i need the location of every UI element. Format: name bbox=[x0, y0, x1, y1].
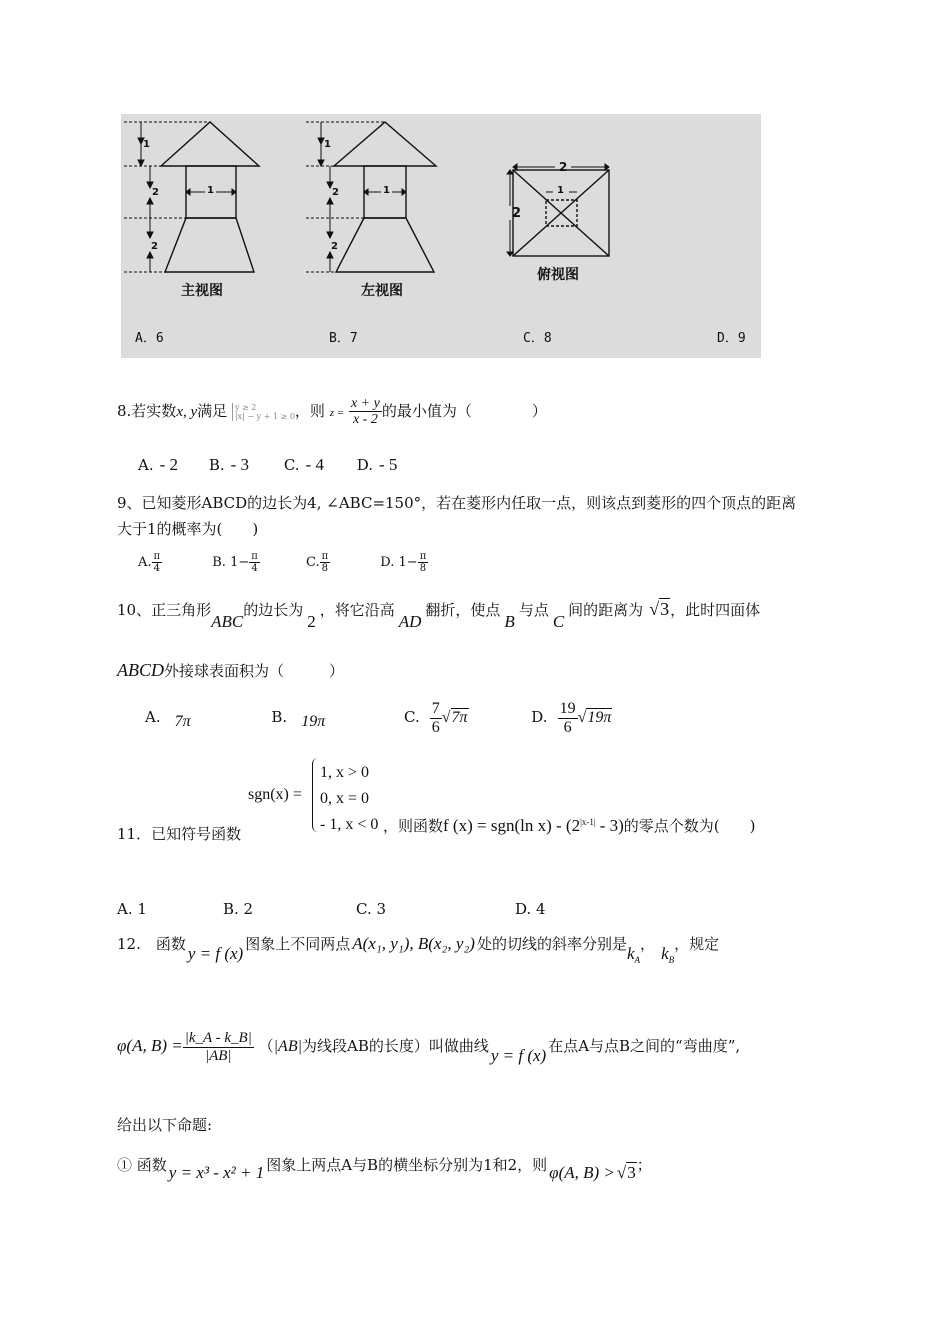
dim-2: 2 bbox=[151, 241, 158, 252]
question-11-tail: ，则函数f (x) = sgn(ln $x) - (2^{|x-1|} - 3)$的零点个数为( ) bbox=[383, 816, 756, 835]
option-d: D．9 bbox=[717, 331, 746, 346]
proposition-1: ① 函数 y = x³ - x² + 1 图象上两点A与B的横坐标分别为1和2，则 φ(A, B) > √3； bbox=[117, 1156, 652, 1182]
dim-1: 1 bbox=[383, 185, 390, 196]
dim-1: 1 bbox=[324, 139, 331, 150]
dim-2: 2 bbox=[559, 160, 568, 174]
dim-1: 1 bbox=[207, 185, 214, 196]
option-c: C．8 bbox=[523, 331, 552, 346]
question-11: 11．已知符号函数 bbox=[117, 825, 242, 843]
front-roof bbox=[161, 122, 259, 166]
question-9-line2: 大于1的概率为( ) bbox=[117, 520, 259, 538]
dim-2: 2 bbox=[331, 241, 338, 252]
constraint-system: y ≥ 2 |x| − y + 1 ≥ 0 bbox=[232, 403, 295, 421]
pi-over-4: $\frac{\pi}{4}$ bbox=[251, 551, 258, 574]
q8-options: A. - 2 B. - 3 C. - 4 D. - 5 bbox=[138, 455, 398, 474]
sgn-cases: 1, x > 0 0, x = 0 - 1, x < 0 bbox=[320, 764, 379, 833]
pi-over-8: $\frac{\pi}{8}$ bbox=[419, 551, 427, 574]
side-roof bbox=[334, 122, 436, 166]
question-8: 8.若实数x, y满足 y ≥ 2 |x| − y + 1 ≥ 0 ，则 z = $\frac{x + y}{x - 2}$ 的最小值为（ ） bbox=[117, 396, 547, 428]
dim-2: 2 bbox=[512, 206, 522, 221]
question-12-line2: φ(A, B) = $\frac{|k\_A - k\_B|}{|AB|}$ （|AB|为线段AB的长度）叫做曲线 y = f (x) 在点A与点B之间的“弯曲度”, bbox=[117, 1030, 741, 1065]
dim-2: 2 bbox=[332, 187, 339, 198]
dim-1: 1 bbox=[143, 139, 150, 150]
dim-2: 2 bbox=[152, 187, 159, 198]
q10-options: A. 7π B. 19π C. $\frac{7}{6}$ √7π D. $\frac{19}{6}$ √19π bbox=[145, 700, 612, 736]
q9-options: A. $\frac{\pi}{4}$ B. 1− $\frac{\pi}{4}$ C. $\frac{\pi}{8}$ D. 1− $\frac{\pi}{8}$ bbox=[138, 551, 427, 574]
question-9-line1: 9、已知菱形ABCD的边长为4, ∠ABC=150°，若在菱形内任取一点，则该点到菱形的四个顶点的距离 bbox=[117, 494, 797, 512]
question-12-line1: 12. 函数 y = f (x) 图象上不同两点 A(x₁, y₁), B(x₂, y₂) 处的切线的斜率分别是$k_A$， $k_B$，规定 bbox=[117, 934, 720, 965]
question-10-line1: 10、正三角形ABC的边长为2，将它沿高AD翻折，使点B与点C间的距离为 √3，此时四面体 bbox=[117, 599, 761, 631]
side-view-label: 左视图 bbox=[361, 283, 403, 299]
three-view-figure bbox=[121, 114, 761, 358]
option-b: B．7 bbox=[329, 331, 358, 346]
pi-over-4: $\frac{\pi}{4}$ bbox=[153, 551, 161, 574]
front-base bbox=[165, 218, 254, 272]
z-fraction: $\frac{x + y}{x - 2}$ bbox=[350, 396, 380, 428]
top-view-label: 俯视图 bbox=[537, 267, 579, 283]
question-10-line2: ABCD外接球表面积为（ ） bbox=[117, 660, 345, 680]
dim-1: 1 bbox=[557, 185, 564, 196]
side-base bbox=[336, 218, 434, 272]
option-a: A．6 bbox=[135, 331, 164, 346]
sgn-lhs: sgn(x) = bbox=[248, 786, 302, 803]
give-propositions: 给出以下命题: bbox=[117, 1116, 213, 1134]
three-view-drawing bbox=[121, 114, 761, 358]
pi-over-8: $\frac{\pi}{8}$ bbox=[321, 551, 329, 574]
front-view-label: 主视图 bbox=[181, 283, 223, 299]
